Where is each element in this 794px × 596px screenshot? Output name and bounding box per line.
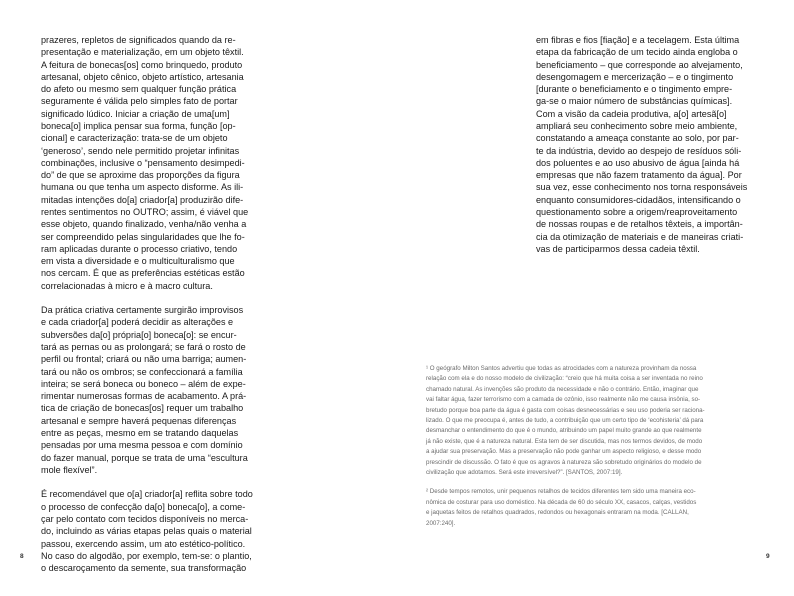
- body-line: esse objeto, quando finalizado, venha/não venha a: [41, 219, 247, 230]
- right-body-text: [536, 34, 754, 255]
- body-line: cia da otimização de materiais e de maneiras criati-: [536, 231, 744, 242]
- body-line: questionamento sobre a origem/reaproveitamento: [536, 206, 738, 217]
- footnote-line: desmanchar o entendimento do que é o mundo, atribuindo um papel muito grande ao que realmente: [426, 427, 702, 435]
- body-line: humana ou que tenha um aspecto disforme. As ili-: [41, 182, 244, 193]
- body-line: ampliará seu conhecimento sobre meio ambiente,: [536, 120, 738, 131]
- footnotes: [426, 364, 756, 529]
- body-line: É recomendável que o[a] criador[a] reflita sobre todo: [41, 489, 253, 500]
- body-line: inteira; se será boneca ou boneco – além de expe-: [41, 378, 246, 389]
- body-line: do” de que se aproxime das proporções da figura: [41, 170, 240, 181]
- body-line: rentes sentimentos no OUTRO; assim, é viável que: [41, 206, 249, 217]
- body-line: do fazer manual, porque se trata de uma “escultura: [41, 452, 248, 463]
- page-number-right: 9: [766, 553, 770, 560]
- body-line: combinações, inclusive o “pensamento desimpedi-: [41, 157, 245, 168]
- footnote-line: lizado. O que me preocupa é, antes de tudo, a contribuição que um certo tipo de ‘ecohisteria’ dá para: [426, 417, 704, 425]
- body-line: boneca[o] implica pensar sua forma, função [op-: [41, 120, 236, 131]
- body-line: ‘generoso’, sendo nele permitido projetar infinitas: [41, 145, 240, 156]
- body-line: nos cercam. É que as preferências estéticas estão: [41, 268, 245, 279]
- body-line: sua vez, esse conhecimento nos torna responsáveis: [536, 182, 748, 193]
- paragraph-gap: [41, 292, 261, 304]
- body-line: dos poluentes e ao uso abusivo de água [ainda há: [536, 157, 740, 168]
- body-line: artesanal, objeto cênico, objeto artístico, artesania: [41, 71, 244, 82]
- footnote-line: civilização que adotamos. Será este irreversível?”. [SANTOS, 2007:19].: [426, 469, 623, 477]
- body-line: Com a visão da cadeia produtiva, a[o] artesã[o]: [536, 108, 727, 119]
- body-line: ga-se o maior número de substâncias químicas].: [536, 96, 733, 107]
- footnote-line: bretudo porque boa parte da água é gasta com coisas desnecessárias e seu uso poderia ser raciona-: [426, 406, 705, 414]
- body-line: passou, exercendo assim, um ato estético-político.: [41, 538, 246, 549]
- body-line: tará ou não os ombros; se confeccionará a família: [41, 366, 243, 377]
- body-line: presentação e materialização, em um objeto têxtil.: [41, 47, 244, 58]
- footnote-line: ¹ O geógrafo Milton Santos advertiu que todas as atrocidades com a natureza provinham da nossa: [426, 365, 697, 372]
- footnote-line: e jaquetas feitos de retalhos quadrados, redondos ou hexagonais entraram na moda. [CALLAN,: [426, 509, 689, 517]
- body-line: seguramente é válida pelo simples fato de portar: [41, 96, 238, 107]
- body-line: mole flexível”.: [41, 464, 98, 475]
- body-line: prazeres, repletos de significados quando da re-: [41, 35, 236, 45]
- paragraph-gap: [41, 476, 261, 488]
- body-line: vas de participarmos dessa cadeia têxtil.: [536, 243, 700, 254]
- body-line: pensadas por uma mesma pessoa e com domínio: [41, 440, 243, 451]
- body-line: correlacionadas à micro e à macro cultura.: [41, 280, 213, 291]
- body-line: do afeto ou mesmo sem qualquer função prática: [41, 84, 237, 95]
- footnote-line: chamado natural. As invenções são produto da necessidade e não o contrário. Então, imaginar que: [426, 385, 699, 393]
- body-line: ram aplicadas durante o processo criativo, tendo: [41, 243, 238, 254]
- body-line: o descaroçamento da semente, sua transformação: [41, 563, 247, 574]
- footnote-line: prescindir de discussão. O fato é que os agravos à natureza são sobretudo originários do modelo de: [426, 458, 702, 466]
- footnote-line: relação com ela e do nosso modelo de civilização: “creio que há muita coisa a ser inventada no reino: [426, 375, 703, 383]
- body-line: etapa da fabricação de um tecido ainda engloba o: [536, 47, 738, 58]
- footnote-line: vai faltar água, fazer terrorismo com a camada de ozônio, isso realmente não me causa insônia, so-: [426, 396, 701, 404]
- body-line: desengomagem e mercerização – e o tingimento: [536, 71, 734, 82]
- footnote-line: já não existe, que é a natureza natural. Esta tem de ser discutida, mas nos termos devidos, de modo: [426, 437, 703, 445]
- body-line: e cada criador[a] poderá decidir as alterações e: [41, 317, 234, 328]
- page-number-left: 8: [20, 553, 24, 560]
- body-line: artesanal e sempre haverá pequenas diferenças: [41, 415, 237, 426]
- body-line: tará as pernas ou as prolongará; se fará o rosto de: [41, 342, 246, 353]
- body-line: cional] e caracterização: trata-se de um objeto: [41, 133, 228, 144]
- footnote-line: ² Desde tempos remotos, unir pequenos retalhos de tecidos diferentes tem sido uma maneira eco-: [426, 488, 696, 496]
- body-line: perfil ou frontal; criará ou não uma barriga; aumen-: [41, 354, 247, 365]
- body-line: de nossas roupas e de retalhos têxteis, a importân-: [536, 219, 743, 230]
- body-line: em fibras e fios [fiação] e a tecelagem. Esta última: [536, 35, 740, 45]
- right-page: [397, 0, 794, 596]
- body-line: significado lúdico. Iniciar a criação de uma[um]: [41, 108, 230, 119]
- body-line: do, incluindo as várias etapas pelas quais o material: [41, 526, 252, 537]
- body-line: A feitura de bonecas[os] como brinquedo, produto: [41, 59, 243, 70]
- footnote-line: nômica de costurar para uso doméstico. Na década de 60 do século XX, casacos, calças, vestidos: [426, 498, 697, 506]
- body-line: No caso do algodão, por exemplo, tem-se: o plantio,: [41, 550, 252, 561]
- body-line: beneficiamento – que corresponde ao alvejamento,: [536, 59, 743, 70]
- body-line: enquanto consumidores-cidadãos, intensificando o: [536, 194, 741, 205]
- body-line: te da indústria, devido ao despejo de resíduos sóli-: [536, 145, 742, 156]
- body-line: Da prática criativa certamente surgirão improvisos: [41, 305, 244, 316]
- body-line: empresas que não fazem tratamento da água]. Por: [536, 170, 742, 181]
- body-line: entre as peças, mesmo em se tratando daquelas: [41, 428, 239, 439]
- body-line: constatando a ameaça constante ao solo, por par-: [536, 133, 739, 144]
- body-line: tica de criação de bonecas[os] requer um trabalho: [41, 403, 244, 414]
- body-line: ser compreendido pelas singularidades que lhe fo-: [41, 231, 245, 242]
- footnote-line: 2007:240].: [426, 519, 456, 527]
- body-line: em vista a diversidade e o multiculturalismo que: [41, 256, 235, 267]
- body-line: subversões da[o] própria[o] boneca[o]: se encur-: [41, 329, 237, 340]
- left-body-text: [41, 34, 261, 574]
- footnote-line: a ajudar sua preservação. Mas a preservação não pode ganhar um aspecto religioso, e desse modo: [426, 448, 702, 456]
- body-line: [durante o beneficiamento e o tingimento empre-: [536, 84, 733, 95]
- body-line: o processo de confecção da[o] boneca[o], a come-: [41, 501, 246, 512]
- paragraph-gap: [426, 478, 756, 487]
- body-line: rimentar numerosas formas de acabamento. A prá-: [41, 391, 247, 402]
- body-line: çar pelo contato com tecidos disponíveis no merca-: [41, 514, 249, 524]
- body-line: mitadas intenções do[a] criador[a] produzirão dife-: [41, 194, 244, 205]
